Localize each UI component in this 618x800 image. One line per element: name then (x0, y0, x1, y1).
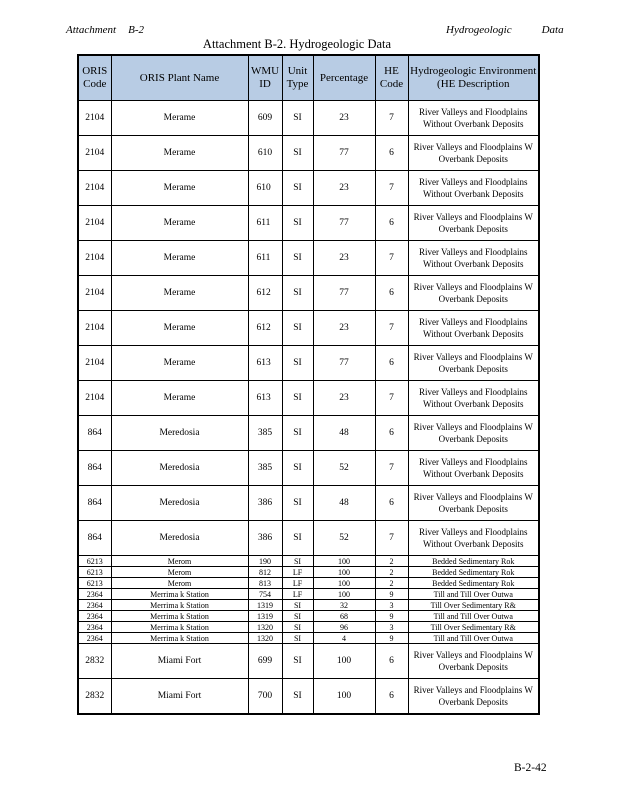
cell-percentage: 68 (313, 611, 375, 622)
table-row (78, 556, 539, 567)
cell-oris-code: 864 (78, 416, 111, 451)
cell-unit-type: SI (282, 381, 313, 416)
cell-percentage: 23 (313, 311, 375, 346)
col-wmu-id: WMU ID (248, 55, 282, 101)
cell-unit-type: LF (282, 578, 313, 589)
header-data: Data (541, 24, 564, 36)
cell-he-code: 3 (375, 600, 408, 611)
table-row (78, 346, 539, 381)
cell-wmu-id: 386 (248, 521, 282, 556)
cell-unit-type: SI (282, 241, 313, 276)
cell-plant-name: Merame (111, 241, 248, 276)
cell-oris-code: 2104 (78, 206, 111, 241)
cell-plant-name: Merrima k Station (111, 600, 248, 611)
cell-wmu-id: 610 (248, 171, 282, 206)
cell-wmu-id: 609 (248, 101, 282, 136)
cell-wmu-id: 813 (248, 578, 282, 589)
col-unit-type: Unit Type (282, 55, 313, 101)
cell-unit-type: SI (282, 136, 313, 171)
cell-percentage: 52 (313, 521, 375, 556)
cell-percentage: 48 (313, 486, 375, 521)
col-oris-code: ORIS Code (78, 55, 111, 101)
header-section: B-2 (128, 24, 144, 36)
table-header-row (78, 55, 539, 101)
cell-oris-code: 6213 (78, 556, 111, 567)
cell-plant-name: Meredosia (111, 416, 248, 451)
cell-wmu-id: 611 (248, 241, 282, 276)
cell-unit-type: SI (282, 101, 313, 136)
cell-percentage: 23 (313, 171, 375, 206)
table-row (78, 521, 539, 556)
cell-unit-type: SI (282, 611, 313, 622)
cell-he-description: River Valleys and Floodplains W Overbank Deposits (408, 346, 539, 381)
cell-percentage: 100 (313, 578, 375, 589)
cell-he-description: River Valleys and Floodplains W Overbank Deposits (408, 679, 539, 715)
cell-he-code: 7 (375, 381, 408, 416)
cell-oris-code: 2104 (78, 136, 111, 171)
table-title: Attachment B-2. Hydrogeologic Data (202, 37, 392, 51)
cell-he-code: 2 (375, 578, 408, 589)
cell-unit-type: SI (282, 622, 313, 633)
cell-plant-name: Merom (111, 556, 248, 567)
cell-oris-code: 2104 (78, 171, 111, 206)
cell-oris-code: 2104 (78, 276, 111, 311)
col-he-code: HE Code (375, 55, 408, 101)
cell-he-description: River Valleys and Floodplains W Overbank Deposits (408, 416, 539, 451)
cell-he-code: 7 (375, 171, 408, 206)
cell-unit-type: SI (282, 556, 313, 567)
cell-he-code: 7 (375, 451, 408, 486)
cell-he-description: Till and Till Over Outwa (408, 633, 539, 644)
cell-unit-type: SI (282, 416, 313, 451)
table-row (78, 171, 539, 206)
cell-oris-code: 864 (78, 451, 111, 486)
cell-he-description: River Valleys and Floodplains Without Overbank Deposits (408, 101, 539, 136)
cell-plant-name: Miami Fort (111, 644, 248, 679)
cell-wmu-id: 612 (248, 276, 282, 311)
cell-he-description: River Valleys and Floodplains Without Overbank Deposits (408, 311, 539, 346)
cell-plant-name: Merrima k Station (111, 633, 248, 644)
cell-unit-type: SI (282, 276, 313, 311)
cell-oris-code: 864 (78, 521, 111, 556)
cell-percentage: 4 (313, 633, 375, 644)
table-row (78, 589, 539, 600)
cell-unit-type: SI (282, 633, 313, 644)
col-plant-name: ORIS Plant Name (111, 55, 248, 101)
cell-plant-name: Miami Fort (111, 679, 248, 715)
cell-he-description: River Valleys and Floodplains Without Overbank Deposits (408, 521, 539, 556)
cell-he-code: 7 (375, 241, 408, 276)
cell-plant-name: Merame (111, 276, 248, 311)
col-hydrogeologic-environment: Hydrogeologic Environment (HE Description (408, 55, 539, 101)
cell-he-description: Till Over Sedimentary R& (408, 622, 539, 633)
cell-plant-name: Merame (111, 101, 248, 136)
cell-percentage: 52 (313, 451, 375, 486)
cell-he-description: River Valleys and Floodplains W Overbank Deposits (408, 486, 539, 521)
cell-he-description: River Valleys and Floodplains W Overbank Deposits (408, 644, 539, 679)
cell-percentage: 100 (313, 567, 375, 578)
cell-plant-name: Merom (111, 578, 248, 589)
cell-oris-code: 2364 (78, 611, 111, 622)
cell-percentage: 48 (313, 416, 375, 451)
cell-he-code: 2 (375, 567, 408, 578)
cell-he-code: 9 (375, 611, 408, 622)
cell-oris-code: 2104 (78, 346, 111, 381)
cell-percentage: 23 (313, 101, 375, 136)
cell-wmu-id: 1320 (248, 633, 282, 644)
cell-unit-type: LF (282, 589, 313, 600)
cell-plant-name: Meredosia (111, 451, 248, 486)
cell-plant-name: Merame (111, 171, 248, 206)
cell-oris-code: 2364 (78, 600, 111, 611)
cell-wmu-id: 611 (248, 206, 282, 241)
cell-plant-name: Meredosia (111, 486, 248, 521)
table-row (78, 451, 539, 486)
cell-plant-name: Merame (111, 346, 248, 381)
table-row (78, 381, 539, 416)
cell-unit-type: LF (282, 567, 313, 578)
cell-he-description: River Valleys and Floodplains W Overbank Deposits (408, 136, 539, 171)
cell-wmu-id: 754 (248, 589, 282, 600)
cell-oris-code: 2832 (78, 644, 111, 679)
cell-he-description: River Valleys and Floodplains Without Overbank Deposits (408, 241, 539, 276)
cell-he-description: River Valleys and Floodplains Without Overbank Deposits (408, 381, 539, 416)
cell-percentage: 100 (313, 679, 375, 715)
cell-he-code: 9 (375, 589, 408, 600)
cell-wmu-id: 610 (248, 136, 282, 171)
table-row (78, 679, 539, 715)
cell-unit-type: SI (282, 486, 313, 521)
header-hydrogeologic: Hydrogeologic (446, 24, 512, 36)
col-percentage: Percentage (313, 55, 375, 101)
cell-unit-type: SI (282, 171, 313, 206)
cell-oris-code: 2104 (78, 381, 111, 416)
cell-unit-type: SI (282, 600, 313, 611)
table-row (78, 136, 539, 171)
cell-oris-code: 2364 (78, 622, 111, 633)
cell-he-description: River Valleys and Floodplains W Overbank Deposits (408, 206, 539, 241)
cell-oris-code: 2364 (78, 589, 111, 600)
cell-he-description: River Valleys and Floodplains W Overbank Deposits (408, 276, 539, 311)
cell-percentage: 100 (313, 644, 375, 679)
cell-wmu-id: 385 (248, 451, 282, 486)
table-row (78, 101, 539, 136)
cell-oris-code: 2104 (78, 311, 111, 346)
cell-he-description: Bedded Sedimentary Rok (408, 556, 539, 567)
cell-oris-code: 2832 (78, 679, 111, 715)
table-row (78, 611, 539, 622)
cell-wmu-id: 812 (248, 567, 282, 578)
cell-unit-type: SI (282, 346, 313, 381)
cell-percentage: 77 (313, 346, 375, 381)
cell-unit-type: SI (282, 451, 313, 486)
cell-percentage: 96 (313, 622, 375, 633)
cell-he-code: 6 (375, 486, 408, 521)
cell-oris-code: 2364 (78, 633, 111, 644)
cell-he-code: 7 (375, 311, 408, 346)
table-row (78, 241, 539, 276)
table-row (78, 416, 539, 451)
cell-plant-name: Merame (111, 136, 248, 171)
cell-percentage: 32 (313, 600, 375, 611)
cell-plant-name: Merame (111, 206, 248, 241)
cell-percentage: 100 (313, 589, 375, 600)
cell-he-code: 7 (375, 101, 408, 136)
cell-wmu-id: 613 (248, 381, 282, 416)
table-row (78, 622, 539, 633)
table-row (78, 600, 539, 611)
cell-unit-type: SI (282, 644, 313, 679)
table-row (78, 276, 539, 311)
cell-plant-name: Merom (111, 567, 248, 578)
table-row (78, 633, 539, 644)
cell-unit-type: SI (282, 206, 313, 241)
cell-percentage: 77 (313, 276, 375, 311)
cell-oris-code: 6213 (78, 578, 111, 589)
cell-wmu-id: 1319 (248, 600, 282, 611)
cell-he-code: 6 (375, 346, 408, 381)
cell-wmu-id: 190 (248, 556, 282, 567)
cell-wmu-id: 386 (248, 486, 282, 521)
cell-he-code: 6 (375, 416, 408, 451)
cell-he-code: 6 (375, 206, 408, 241)
cell-wmu-id: 612 (248, 311, 282, 346)
cell-he-code: 3 (375, 622, 408, 633)
cell-wmu-id: 1319 (248, 611, 282, 622)
cell-he-code: 2 (375, 556, 408, 567)
cell-percentage: 100 (313, 556, 375, 567)
cell-wmu-id: 699 (248, 644, 282, 679)
cell-plant-name: Merame (111, 311, 248, 346)
cell-he-description: River Valleys and Floodplains Without Overbank Deposits (408, 171, 539, 206)
cell-wmu-id: 700 (248, 679, 282, 715)
cell-he-description: Till and Till Over Outwa (408, 589, 539, 600)
cell-he-description: Bedded Sedimentary Rok (408, 578, 539, 589)
table-body (78, 101, 539, 715)
table-row (78, 578, 539, 589)
cell-percentage: 23 (313, 241, 375, 276)
cell-he-code: 7 (375, 521, 408, 556)
cell-oris-code: 6213 (78, 567, 111, 578)
cell-oris-code: 2104 (78, 101, 111, 136)
cell-he-description: Bedded Sedimentary Rok (408, 567, 539, 578)
cell-he-description: Till and Till Over Outwa (408, 611, 539, 622)
running-header-right (446, 24, 564, 36)
table-row (78, 311, 539, 346)
cell-oris-code: 864 (78, 486, 111, 521)
cell-wmu-id: 385 (248, 416, 282, 451)
table-row (78, 486, 539, 521)
page-number: B-2-42 (514, 762, 547, 774)
cell-percentage: 77 (313, 136, 375, 171)
cell-plant-name: Merrima k Station (111, 622, 248, 633)
cell-wmu-id: 1320 (248, 622, 282, 633)
cell-unit-type: SI (282, 679, 313, 715)
table-row (78, 644, 539, 679)
cell-he-description: River Valleys and Floodplains Without Overbank Deposits (408, 451, 539, 486)
table-row (78, 567, 539, 578)
cell-plant-name: Meredosia (111, 521, 248, 556)
cell-plant-name: Merame (111, 381, 248, 416)
running-header-left (66, 24, 156, 36)
cell-oris-code: 2104 (78, 241, 111, 276)
cell-unit-type: SI (282, 311, 313, 346)
table-row (78, 206, 539, 241)
cell-unit-type: SI (282, 521, 313, 556)
cell-he-code: 9 (375, 633, 408, 644)
cell-plant-name: Merrima k Station (111, 589, 248, 600)
header-attachment: Attachment (66, 24, 117, 36)
cell-he-code: 6 (375, 679, 408, 715)
cell-percentage: 23 (313, 381, 375, 416)
cell-he-code: 6 (375, 276, 408, 311)
cell-plant-name: Merrima k Station (111, 611, 248, 622)
cell-he-code: 6 (375, 136, 408, 171)
cell-wmu-id: 613 (248, 346, 282, 381)
cell-he-code: 6 (375, 644, 408, 679)
hydrogeologic-data-table (77, 54, 540, 715)
cell-he-description: Till Over Sedimentary R& (408, 600, 539, 611)
cell-percentage: 77 (313, 206, 375, 241)
